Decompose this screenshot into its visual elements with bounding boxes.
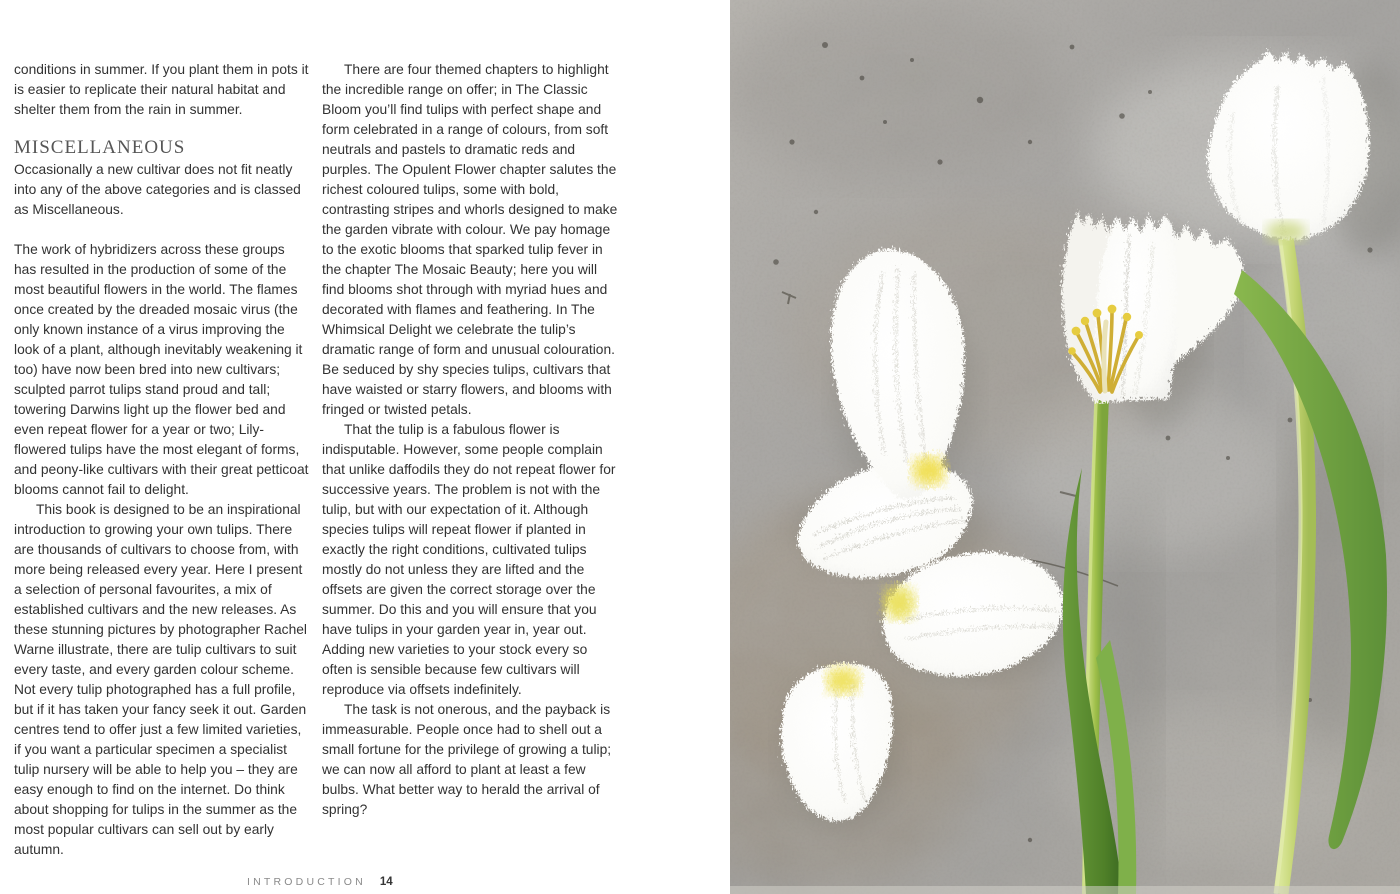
body-paragraph-hybridizers: The work of hybridizers across these groups has resulted in the production of some of the most beautiful flowers in the world. The flames once created by the dreaded mosaic virus (the only known instance of a virus improving the look of a plant, although inevitably weakening it too) have now been bred into new cultivars; sculpted parrot tulips stand proud and tall; towering Darwins light up the flower bed and even repeat flower for a year or two; Lily-flowered tulips have the most elegant of forms, and peony-like cultivars with their great petticoat blooms cannot fail to delight.	[14, 242, 309, 497]
body-paragraph-task: The task is not onerous, and the payback is immeasurable. People once had to shell out a small fortune for the privilege of growing a tulip; we can now all afford to plant at least a few bulbs. What better way to herald the arrival of spring?	[322, 702, 612, 817]
tulip-photo-art	[730, 0, 1400, 894]
footer-section-label: INTRODUCTION	[247, 876, 366, 888]
tulip-photo	[730, 0, 1400, 894]
body-paragraph-conditions: conditions in summer. If you plant them in pots it is easier to replicate their natural habitat and shelter them from the rain in summer.	[14, 62, 309, 117]
page-number: 14	[379, 876, 393, 888]
body-paragraph-this-book: This book is designed to be an inspirational introduction to growing your own tulips. There are thousands of cultivars to choose from, with more being released every year. Here I present a selection of personal favourites, a mix of established cultivars and the new releases. As these stunning pictures by photographer Rachel Warne illustrate, there are tulip cultivars to suit every taste, and every garden colour scheme. Not every tulip photographed has a full profile, but if it has taken your fancy seek it out. Garden centres tend to offer just a few limited varieties, if you want a particular specimen a specialist tulip nursery will be able to help you – they are easy enough to find on the internet. Do think about shopping for tulips in the summer as the most popular cultivars can sell out by early autumn.	[14, 502, 307, 857]
page-footer	[247, 872, 393, 890]
photo-bottom-edge	[730, 886, 1400, 894]
text-column-1	[14, 60, 310, 860]
section-heading-miscellaneous: MISCELLANEOUS	[14, 137, 186, 158]
text-column-2	[322, 60, 618, 820]
body-paragraph-fabulous-flower: That the tulip is a fabulous flower is indisputable. However, some people complain that unlike daffodils they do not repeat flower for successive years. The problem is not with the tulip, but with our expectation of it. Although species tulips will repeat flower if planted in exactly the right conditions, cultivated tulips mostly do not unless they are lifted and the offsets are given the correct storage over the summer. Do this and you will ensure that you have tulips in your garden year in, year out. Adding new varieties to your stock every so often is sensible because few cultivars will reproduce via offsets indefinitely.	[322, 422, 616, 697]
body-paragraph-chapters: There are four themed chapters to highlight the incredible range on offer; in The Classic Bloom you’ll find tulips with perfect shape and form celebrated in a range of colours, from soft neutrals and pastels to dramatic reds and purples. The Opulent Flower chapter salutes the richest coloured tulips, some with bold, contrasting stripes and whorls designed to make the garden vibrate with colour. We pay homage to the exotic blooms that sparked tulip fever in the chapter The Mosaic Beauty; here you will find blooms shot through with myriad hues and decorated with flames and feathering. In The Whimsical Delight we celebrate the tulip’s dramatic range of form and unusual colouration. Be seduced by shy species tulips, cultivars that have waisted or starry flowers, and blooms with fringed or twisted petals.	[322, 62, 618, 417]
body-paragraph-occasionally: Occasionally a new cultivar does not fit neatly into any of the above categories and is classed as Miscellaneous.	[14, 162, 301, 217]
